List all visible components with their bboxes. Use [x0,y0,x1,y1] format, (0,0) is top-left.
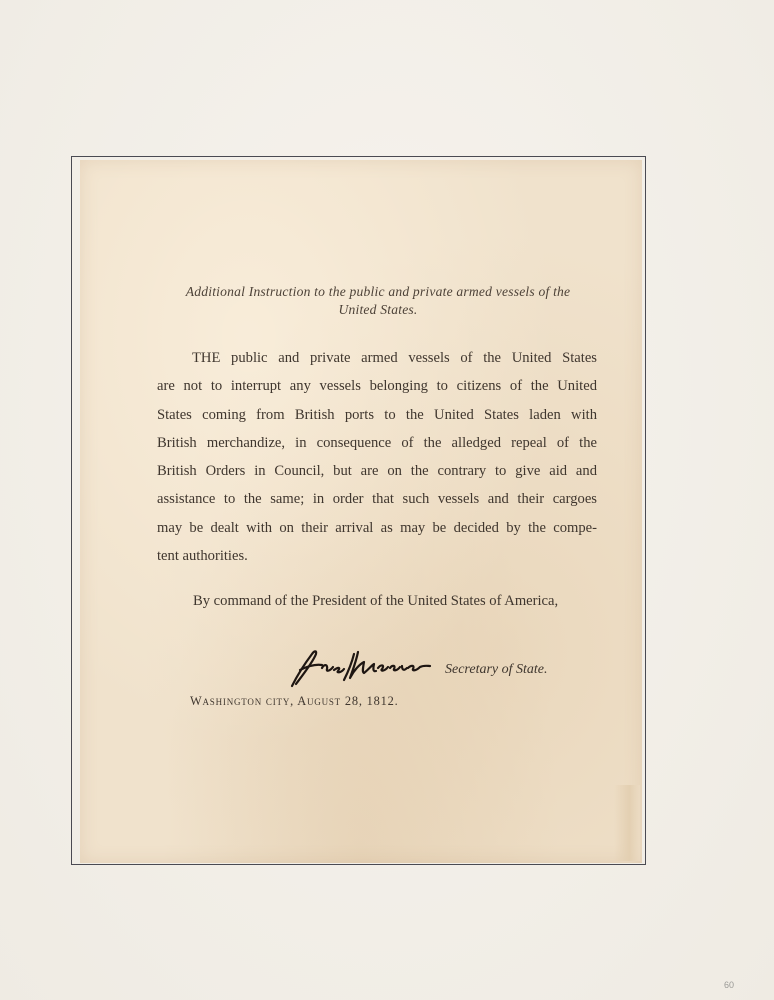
body-line: States coming from British ports to the United States laden with [157,406,597,423]
body-line: British Orders in Council, but are on the contrary to give aid and [157,463,597,480]
signatory-title: Secretary of State. [445,662,548,677]
document-heading [120,283,636,319]
body-line: are not to interrupt any vessels belonging to citizens of the United [157,378,597,395]
body-line: may be dealt with on their arrival as may be decided by the compe- [157,519,597,536]
command-line: By command of the President of the United States of America, [193,593,559,609]
heading-line: United States. [338,302,418,317]
signature-image [278,640,438,692]
dateline: Washington city, August 28, 1812. [190,694,399,708]
heading-line: Additional Instruction to the public and private armed vessels of the [185,284,571,299]
body-line: assistance to the same; in order that such vessels and their cargoes [157,491,597,508]
body-line: THE public and private armed vessels of the United States [192,350,597,366]
body-line: tent authorities. [157,548,248,565]
margin-note: 60 [724,980,735,990]
body-line: British merchandize, in consequence of the alledged repeal of the [157,434,597,451]
document-body [157,344,597,570]
torn-paper-edge [614,785,640,861]
